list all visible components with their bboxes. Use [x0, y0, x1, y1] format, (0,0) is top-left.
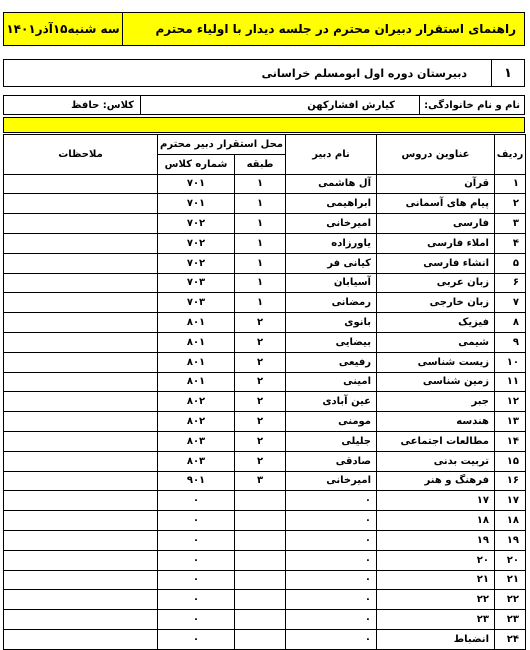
notes-cell: [4, 471, 158, 491]
course-cell: فرهنگ و هنر: [377, 471, 495, 491]
teacher-cell: بیضایی: [286, 332, 377, 352]
row-number-cell: ۱۴: [495, 431, 526, 451]
floor-cell: ۲: [235, 431, 286, 451]
row-number-cell: ۱: [495, 174, 526, 194]
table-row: [4, 610, 526, 630]
table-row: [4, 194, 526, 214]
teacher-cell: ۰: [286, 530, 377, 550]
floor-cell: [235, 629, 286, 649]
room-cell: ۷۰۲: [158, 253, 235, 273]
table-row: [4, 471, 526, 491]
floor-cell: [235, 511, 286, 531]
header-teacher: نام دبیر: [286, 135, 377, 175]
room-cell: ۰: [158, 491, 235, 511]
notes-cell: [4, 273, 158, 293]
table-row: [4, 372, 526, 392]
table-row: [4, 412, 526, 432]
notes-cell: [4, 629, 158, 649]
row-number-cell: ۶: [495, 273, 526, 293]
notes-cell: [4, 610, 158, 630]
row-number-cell: ۱۹: [495, 530, 526, 550]
room-cell: ۰: [158, 511, 235, 531]
teacher-cell: ۰: [286, 491, 377, 511]
course-cell: ۱۷: [377, 491, 495, 511]
course-cell: تربیت بدنی: [377, 451, 495, 471]
row-number-cell: ۱۷: [495, 491, 526, 511]
student-name: کیارش افشارکهن: [141, 96, 420, 115]
table-row: [4, 293, 526, 313]
course-cell: مطالعات اجتماعی: [377, 431, 495, 451]
room-cell: ۰: [158, 629, 235, 649]
course-cell: ۲۱: [377, 570, 495, 590]
room-cell: ۰: [158, 550, 235, 570]
room-cell: ۷۰۱: [158, 194, 235, 214]
table-row: [4, 392, 526, 412]
course-cell: پیام های آسمانی: [377, 194, 495, 214]
notes-cell: [4, 491, 158, 511]
teacher-cell: ۰: [286, 629, 377, 649]
floor-cell: ۱: [235, 233, 286, 253]
school-name: دبیرستان دوره اول ابومسلم خراسانی: [4, 60, 492, 87]
teacher-cell: ابراهیمی: [286, 194, 377, 214]
row-number-cell: ۲۰: [495, 550, 526, 570]
school-row: [3, 59, 525, 87]
floor-cell: ۱: [235, 174, 286, 194]
course-cell: ۲۰: [377, 550, 495, 570]
header-date: سه شنبه۱۵آذر۱۴۰۱: [4, 13, 123, 46]
floor-cell: ۲: [235, 372, 286, 392]
room-cell: ۸۰۳: [158, 451, 235, 471]
floor-cell: ۱: [235, 273, 286, 293]
row-number-cell: ۲۱: [495, 570, 526, 590]
room-cell: ۰: [158, 570, 235, 590]
row-number-cell: ۲: [495, 194, 526, 214]
table-row: [4, 511, 526, 531]
teacher-cell: آل هاشمی: [286, 174, 377, 194]
row-number-cell: ۹: [495, 332, 526, 352]
header-notes: ملاحظات: [4, 135, 158, 175]
row-number-cell: ۳: [495, 214, 526, 234]
row-number-cell: ۲۳: [495, 610, 526, 630]
row-number-cell: ۷: [495, 293, 526, 313]
table-row: [4, 550, 526, 570]
floor-cell: ۲: [235, 412, 286, 432]
floor-cell: ۲: [235, 313, 286, 333]
notes-cell: [4, 570, 158, 590]
row-number-cell: ۴: [495, 233, 526, 253]
table-row: [4, 352, 526, 372]
table-row: [4, 214, 526, 234]
teacher-cell: ۰: [286, 511, 377, 531]
row-number-cell: ۲۲: [495, 590, 526, 610]
table-row: [4, 570, 526, 590]
course-cell: ۲۲: [377, 590, 495, 610]
notes-cell: [4, 590, 158, 610]
course-cell: زبان خارجی: [377, 293, 495, 313]
room-cell: ۸۰۳: [158, 431, 235, 451]
course-cell: قرآن: [377, 174, 495, 194]
row-number-cell: ۱۲: [495, 392, 526, 412]
room-cell: ۷۰۲: [158, 214, 235, 234]
table-row: [4, 313, 526, 333]
notes-cell: [4, 392, 158, 412]
course-cell: ۱۹: [377, 530, 495, 550]
room-cell: ۰: [158, 530, 235, 550]
room-cell: ۹۰۱: [158, 471, 235, 491]
class-label: کلاس: حافظ: [4, 96, 141, 115]
course-cell: انشاء فارسی: [377, 253, 495, 273]
notes-cell: [4, 253, 158, 273]
teacher-cell: یاورزاده: [286, 233, 377, 253]
teacher-cell: ۰: [286, 610, 377, 630]
row-number-cell: ۱۰: [495, 352, 526, 372]
room-cell: ۷۰۱: [158, 174, 235, 194]
school-number: ۱: [492, 60, 525, 87]
room-cell: ۰: [158, 610, 235, 630]
row-number-cell: ۲۴: [495, 629, 526, 649]
floor-cell: ۲: [235, 352, 286, 372]
notes-cell: [4, 332, 158, 352]
floor-cell: [235, 530, 286, 550]
teacher-cell: رمضانی: [286, 293, 377, 313]
header-floor: طبقه: [235, 154, 286, 174]
notes-cell: [4, 214, 158, 234]
floor-cell: ۱: [235, 194, 286, 214]
room-cell: ۷۰۳: [158, 273, 235, 293]
student-name-label: نام و نام خانوادگی:: [420, 96, 525, 115]
notes-cell: [4, 511, 158, 531]
header-course: عناوین دروس: [377, 135, 495, 175]
separator-band: [3, 117, 525, 133]
room-cell: ۸۰۱: [158, 372, 235, 392]
floor-cell: [235, 491, 286, 511]
header-location: محل استقرار دبیر محترم: [158, 135, 286, 155]
floor-cell: [235, 610, 286, 630]
table-row: [4, 590, 526, 610]
course-cell: فارسی: [377, 214, 495, 234]
floor-cell: [235, 570, 286, 590]
teacher-cell: ۰: [286, 590, 377, 610]
table-row: [4, 273, 526, 293]
notes-cell: [4, 293, 158, 313]
floor-cell: ۱: [235, 293, 286, 313]
room-cell: ۸۰۱: [158, 352, 235, 372]
course-cell: انضباط: [377, 629, 495, 649]
student-info-row: [3, 95, 525, 115]
notes-cell: [4, 451, 158, 471]
course-cell: ۲۳: [377, 610, 495, 630]
floor-cell: ۱: [235, 253, 286, 273]
teacher-cell: امیرخانی: [286, 471, 377, 491]
table-row: [4, 332, 526, 352]
table-row: [4, 253, 526, 273]
teacher-cell: جلیلی: [286, 431, 377, 451]
teacher-cell: آسیابان: [286, 273, 377, 293]
schedule-table: [3, 134, 526, 650]
floor-cell: ۳: [235, 471, 286, 491]
teacher-cell: رفیعی: [286, 352, 377, 372]
teacher-cell: امیرخانی: [286, 214, 377, 234]
header-title: راهنمای استقرار دبیران محترم در جلسه دیدار با اولیاء محترم: [123, 13, 525, 46]
row-number-cell: ۱۸: [495, 511, 526, 531]
room-cell: ۷۰۳: [158, 293, 235, 313]
notes-cell: [4, 233, 158, 253]
notes-cell: [4, 550, 158, 570]
floor-cell: ۲: [235, 392, 286, 412]
notes-cell: [4, 194, 158, 214]
course-cell: زمین شناسی: [377, 372, 495, 392]
room-cell: ۸۰۲: [158, 392, 235, 412]
table-row: [4, 431, 526, 451]
row-number-cell: ۱۵: [495, 451, 526, 471]
teacher-cell: عین آبادی: [286, 392, 377, 412]
floor-cell: ۲: [235, 332, 286, 352]
floor-cell: [235, 550, 286, 570]
notes-cell: [4, 352, 158, 372]
table-row: [4, 174, 526, 194]
course-cell: فیزیک: [377, 313, 495, 333]
teacher-cell: بانوی: [286, 313, 377, 333]
course-cell: املاء فارسی: [377, 233, 495, 253]
teacher-cell: صادقی: [286, 451, 377, 471]
table-row: [4, 629, 526, 649]
header-banner: [3, 12, 525, 46]
teacher-cell: ۰: [286, 570, 377, 590]
floor-cell: ۱: [235, 214, 286, 234]
table-row: [4, 491, 526, 511]
teacher-cell: مومنی: [286, 412, 377, 432]
teacher-cell: امینی: [286, 372, 377, 392]
notes-cell: [4, 174, 158, 194]
floor-cell: [235, 590, 286, 610]
teacher-cell: ۰: [286, 550, 377, 570]
notes-cell: [4, 530, 158, 550]
header-room: شماره کلاس: [158, 154, 235, 174]
table-row: [4, 530, 526, 550]
room-cell: ۷۰۲: [158, 233, 235, 253]
notes-cell: [4, 431, 158, 451]
course-cell: شیمی: [377, 332, 495, 352]
notes-cell: [4, 412, 158, 432]
row-number-cell: ۱۱: [495, 372, 526, 392]
notes-cell: [4, 313, 158, 333]
course-cell: زبان عربی: [377, 273, 495, 293]
table-row: [4, 451, 526, 471]
room-cell: ۰: [158, 590, 235, 610]
course-cell: هندسه: [377, 412, 495, 432]
course-cell: ۱۸: [377, 511, 495, 531]
room-cell: ۸۰۱: [158, 332, 235, 352]
room-cell: ۸۰۲: [158, 412, 235, 432]
course-cell: زیست شناسی: [377, 352, 495, 372]
notes-cell: [4, 372, 158, 392]
teacher-cell: کیانی فر: [286, 253, 377, 273]
table-row: [4, 233, 526, 253]
row-number-cell: ۱۳: [495, 412, 526, 432]
row-number-cell: ۸: [495, 313, 526, 333]
room-cell: ۸۰۱: [158, 313, 235, 333]
row-number-cell: ۵: [495, 253, 526, 273]
floor-cell: ۲: [235, 451, 286, 471]
row-number-cell: ۱۶: [495, 471, 526, 491]
header-row-number: ردیف: [495, 135, 526, 175]
course-cell: جبر: [377, 392, 495, 412]
